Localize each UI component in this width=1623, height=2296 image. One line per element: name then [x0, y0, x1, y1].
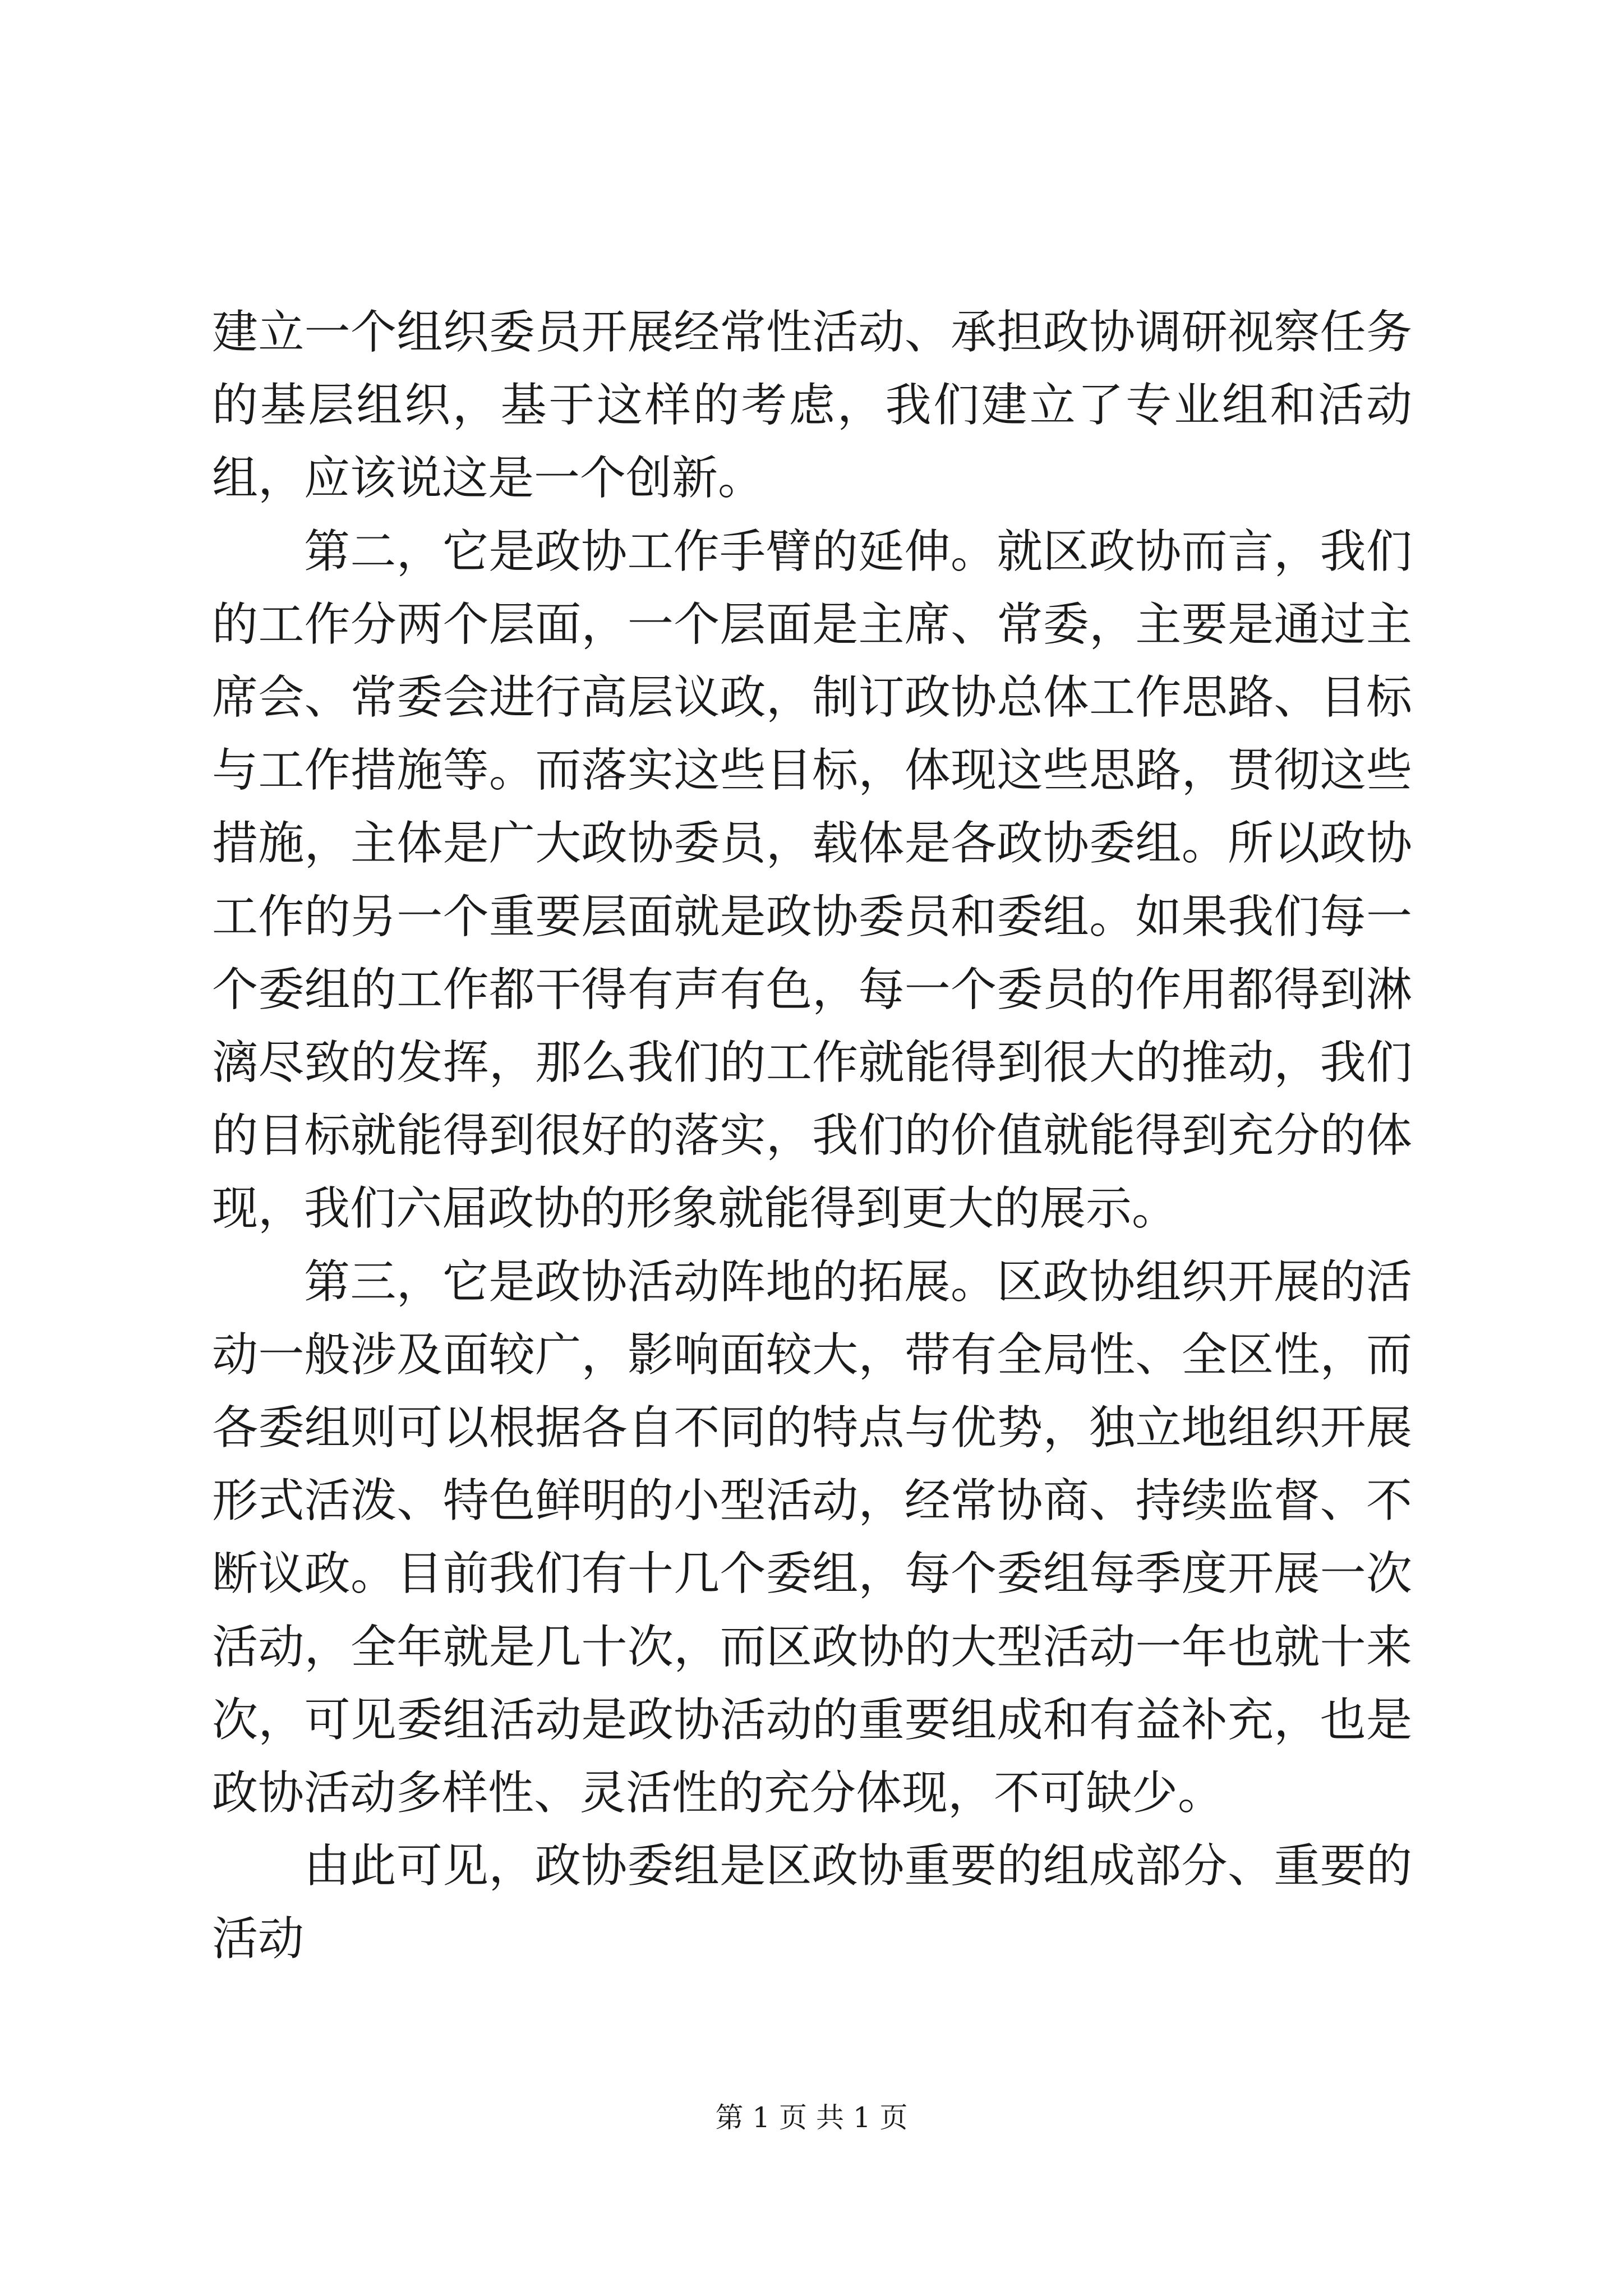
paragraph-conclusion: 由此可见，政协委组是区政协重要的组成部分、重要的活动: [212, 1839, 1412, 1966]
paragraph-second-point: 第二，它是政协工作手臂的延伸。就区政协而言，我们的工作分两个层面，一个层面是主席、常委，主要是通过主席会、常委会进行高层议政，制订政协总体工作思路、目标与工作措施等。而落实这些目标，体现这些思路，贯彻这些措施，主体是广大政协委员，载体是各政协委组。所以政协工作的另一个重要层面就是政协委员和委组。如果我们每一个委组的工作都干得有声有色，每一个委员的作用都得到淋漓尽致的发挥，那么我们的工作就能得到很大的推动，我们的目标就能得到很好的落实，我们的价值就能得到充分的体现，我们六届政协的形象就能得到更大的展示。: [212, 524, 1412, 1236]
page-footer: 第 1 页 共 1 页: [715, 2101, 908, 2134]
document-body: [212, 296, 1412, 1976]
paragraph-third-point: 第三，它是政协活动阵地的拓展。区政协组织开展的活动一般涉及面较广，影响面较大，带有全局性、全区性，而各委组则可以根据各自不同的特点与优势，独立地组织开展形式活泼、特色鲜明的小型活动，经常协商、持续监督、不断议政。目前我们有十几个委组，每个委组每季度开展一次活动，全年就是几十次，而区政协的大型活动一年也就十来次，可见委组活动是政协活动的重要组成和有益补充，也是政协活动多样性、灵活性的充分体现，不可缺少。: [212, 1255, 1412, 1820]
paragraph-continuation: 建立一个组织委员开展经常性活动、承担政协调研视察任务的基层组织，基于这样的考虑，我们建立了专业组和活动组，应该说这是一个创新。: [212, 306, 1412, 505]
